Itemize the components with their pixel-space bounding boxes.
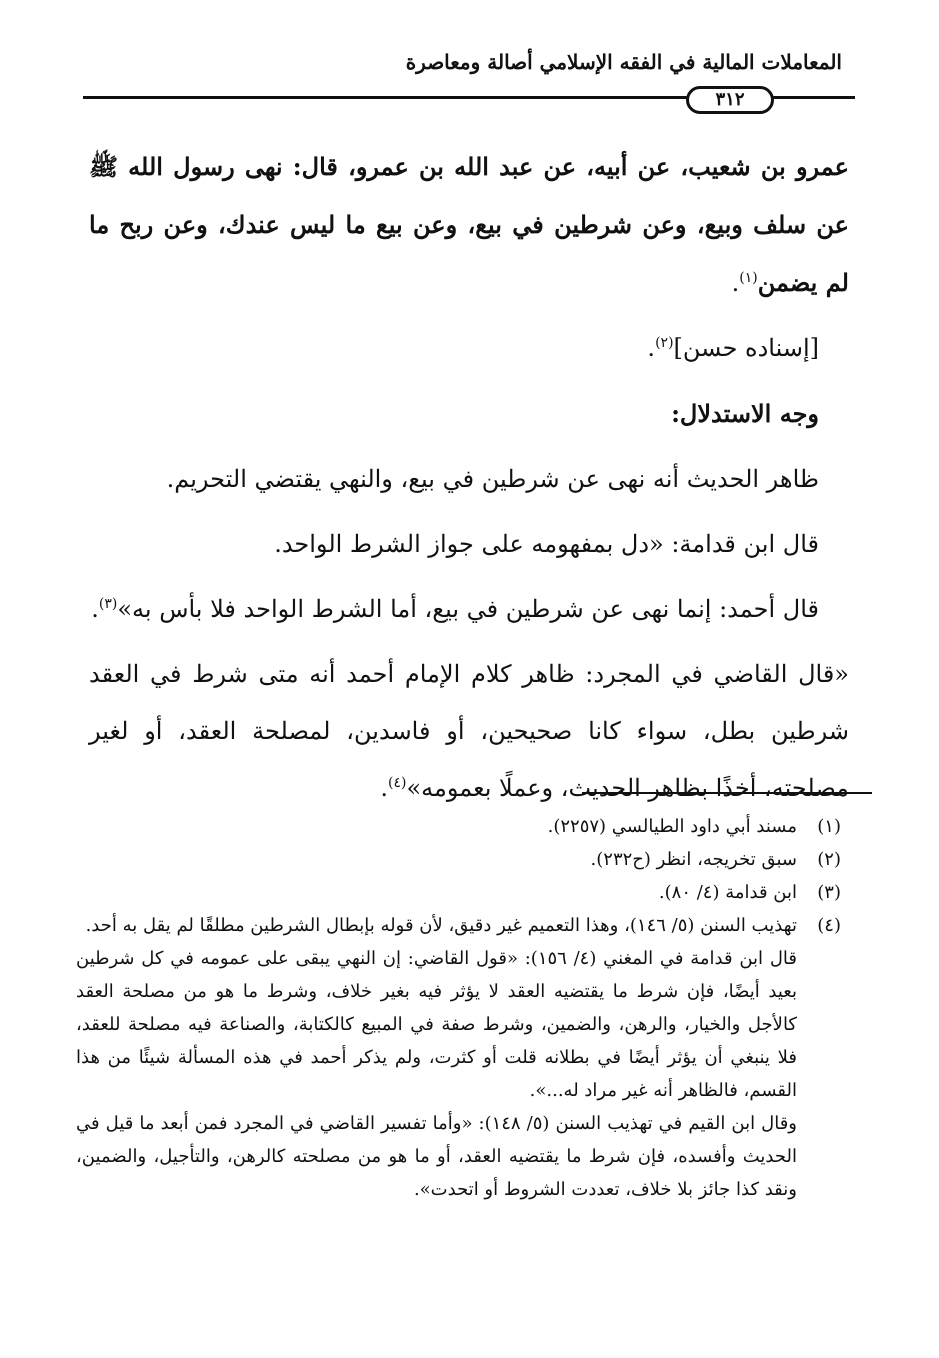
footnote-text: سبق تخريجه، انظر (ح٢٣٢). bbox=[590, 849, 797, 870]
hadith-end: . bbox=[731, 269, 740, 297]
section-heading bbox=[89, 385, 819, 443]
isnad-text: [إسناده حسن] bbox=[673, 334, 819, 362]
footnote-ref-2: (٢) bbox=[655, 335, 674, 351]
section-heading-text: وجه الاستدلال: bbox=[671, 399, 819, 428]
footnote-item bbox=[76, 909, 841, 942]
footnote-item bbox=[76, 876, 841, 909]
footnote-ref-1: (١) bbox=[739, 270, 758, 286]
ahmad-quote bbox=[89, 581, 819, 638]
footnote-text: مسند أبي داود الطيالسي (٢٢٥٧). bbox=[547, 816, 797, 837]
ibn-qudama-quote: قال ابن قدامة: «دل بمفهومه على جواز الشرط الواحد. bbox=[274, 530, 819, 558]
footnotes bbox=[76, 810, 841, 1206]
footnote-number: (٤) bbox=[817, 915, 841, 936]
main-text bbox=[89, 138, 849, 817]
footnote-ref-3: (٣) bbox=[98, 596, 118, 612]
qadi-quote-text: «قال القاضي في المجرد: ظاهر كلام الإمام أحمد أنه متى شرط في العقد شرطين بطل، سواء كانا صحيحين، أو فاسدين، لمصلحة العقد، أو لغير مصلحته، أخذًا بظاهر الحديث، وعملًا بعمومه» bbox=[89, 660, 849, 802]
footnote-item bbox=[76, 843, 841, 876]
ahmad-quote-end: . bbox=[91, 595, 99, 623]
footnote-number: (٢) bbox=[817, 849, 841, 870]
footnote-continuation: قال ابن قدامة في المغني (٤/ ١٥٦): «قول القاضي: إن النهي يبقى على عمومه في كل شرطين بعيد أيضًا، فإن شرط ما يقتضيه العقد لا يؤثر فيه بغير خلاف، وشرط ما هو من مصلحة العقد كالأجل والخيار، والرهن، والضمين، وشرط صفة في المبيع كالكتابة، والصناعة فيه مصلحة للعقد، فلا ينبغي أن يؤثر أيضًا في بطلانه قلت أو كثرت، ولم يذكر أحمد في هذه المسألة شيئًا من هذا القسم، فالظاهر أنه غير مراد له...». bbox=[76, 948, 797, 1101]
ahmad-quote-text: قال أحمد: إنما نهى عن شرطين في بيع، أما الشرط الواحد فلا بأس به» bbox=[117, 595, 819, 623]
qadi-quote-end: . bbox=[380, 774, 388, 802]
footnote-text: ابن قدامة (٤/ ٨٠). bbox=[658, 882, 797, 903]
hadith-chain: عمرو بن شعيب، عن أبيه، عن عبد الله بن عمرو، قال: bbox=[282, 152, 849, 181]
isnad-grade bbox=[89, 320, 819, 377]
isnad-end: . bbox=[647, 334, 656, 362]
footnote-item bbox=[76, 810, 841, 843]
hadith-paragraph bbox=[89, 138, 849, 312]
page-number: ٣١٢ bbox=[686, 86, 774, 114]
argument-paragraph: ظاهر الحديث أنه نهى عن شرطين في بيع، والنهي يقتضي التحريم. bbox=[166, 465, 819, 493]
footnote-number: (١) bbox=[817, 816, 841, 837]
hadith-text: نهى رسول الله ﷺ عن سلف وبيع، وعن شرطين في بيع، وعن بيع ما ليس عندك، وعن ربح ما لم يضمن bbox=[89, 152, 849, 297]
footnote-number: (٣) bbox=[817, 882, 841, 903]
running-header: المعاملات المالية في الفقه الإسلامي أصالة ومعاصرة bbox=[405, 50, 842, 74]
footnote-separator bbox=[582, 792, 872, 794]
footnote-text: تهذيب السنن (٥/ ١٤٦)، وهذا التعميم غير دقيق، لأن قوله بإبطال الشرطين مطلقًا لم يقل به أحد. bbox=[85, 915, 797, 936]
footnote-ref-4: (٤) bbox=[387, 775, 407, 791]
footnote-continuation: وقال ابن القيم في تهذيب السنن (٥/ ١٤٨): «وأما تفسير القاضي في المجرد فمن أبعد ما قيل في الحديث وأفسده، فإن شرط ما يقتضيه العقد، أو ما هو من مصلحته كالرهن، والتأجيل، والضمين، ونقد كذا جائز بلا خلاف، تعددت الشروط أو اتحدت». bbox=[76, 1113, 797, 1200]
